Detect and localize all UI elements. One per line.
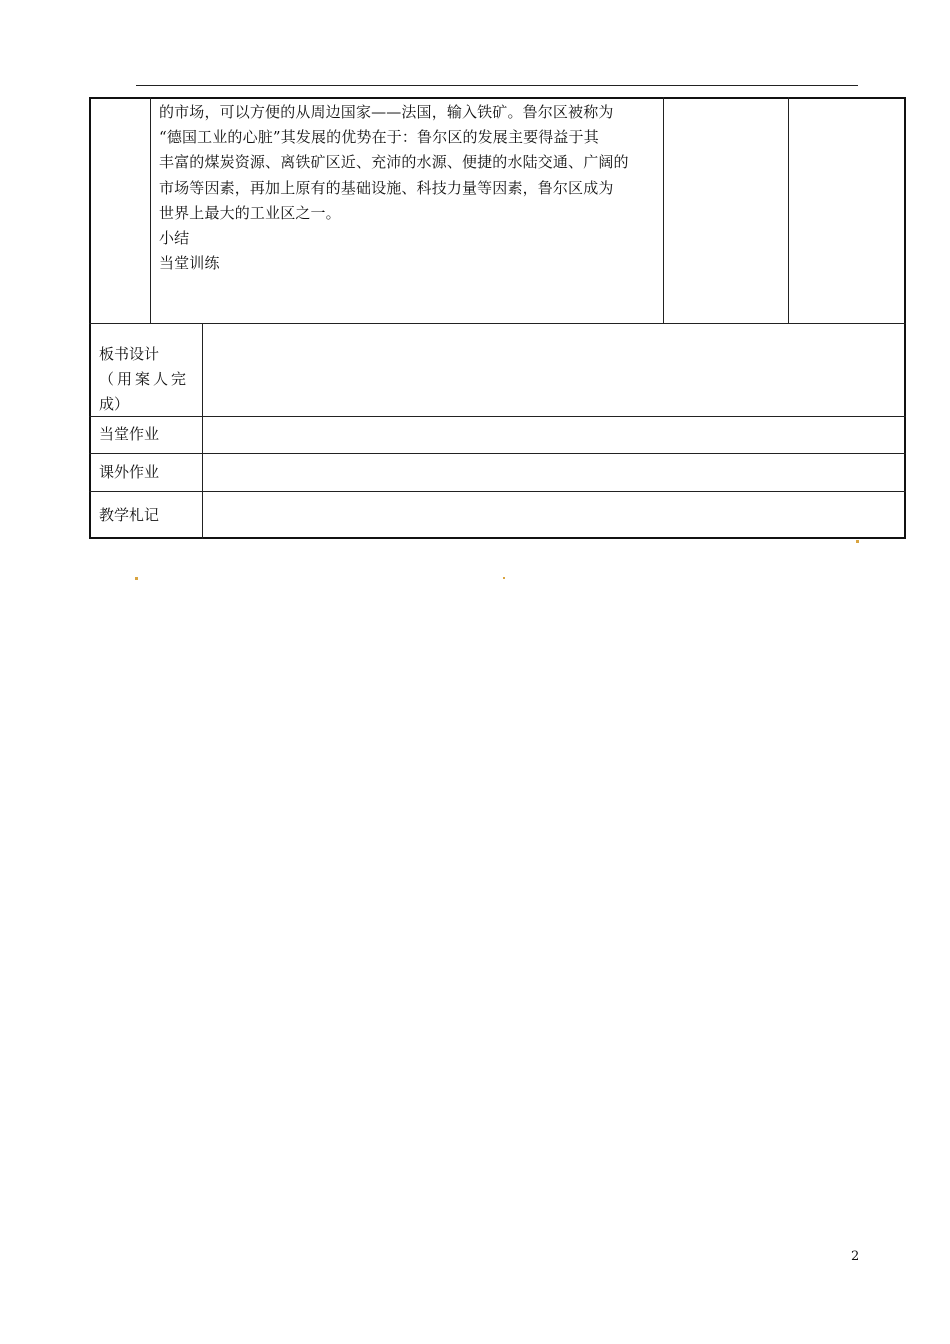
col-divider-2	[663, 97, 664, 323]
practice-heading: 当堂训练	[159, 254, 220, 273]
decorative-dot	[503, 577, 505, 579]
label-col-divider	[202, 323, 203, 539]
body-line: 世界上最大的工业区之一。	[159, 203, 341, 222]
body-line: 市场等因素，再加上原有的基础设施、科技力量等因素，鲁尔区成为	[159, 178, 614, 197]
decorative-dot	[856, 540, 859, 543]
label-line: 板书设计	[99, 345, 160, 363]
lesson-body-text	[159, 100, 659, 276]
teaching-notes-label: 教学札记	[99, 506, 160, 524]
label-line: （用案人完	[99, 370, 190, 388]
row-divider-3	[89, 453, 906, 454]
header-rule	[136, 85, 858, 86]
decorative-dot	[135, 577, 138, 580]
row-divider-1	[89, 323, 906, 324]
extra-homework-label: 课外作业	[99, 463, 160, 481]
body-line: 丰富的煤炭资源、离铁矿区近、充沛的水源、便捷的水陆交通、广阔的	[159, 153, 629, 172]
board-design-label	[99, 342, 199, 417]
label-line: 成）	[99, 395, 130, 413]
body-line: 的市场，可以方便的从周边国家——法国，输入铁矿。鲁尔区被称为	[159, 103, 614, 121]
row-divider-2	[89, 416, 906, 417]
row-divider-4	[89, 491, 906, 492]
summary-heading: 小结	[159, 229, 190, 248]
col-divider-1	[150, 97, 151, 323]
class-homework-label: 当堂作业	[99, 425, 160, 443]
page-number: 2	[851, 1249, 860, 1264]
body-line: “德国工业的心脏”其发展的优势在于：鲁尔区的发展主要得益于其	[159, 128, 599, 147]
col-divider-3	[788, 97, 789, 323]
